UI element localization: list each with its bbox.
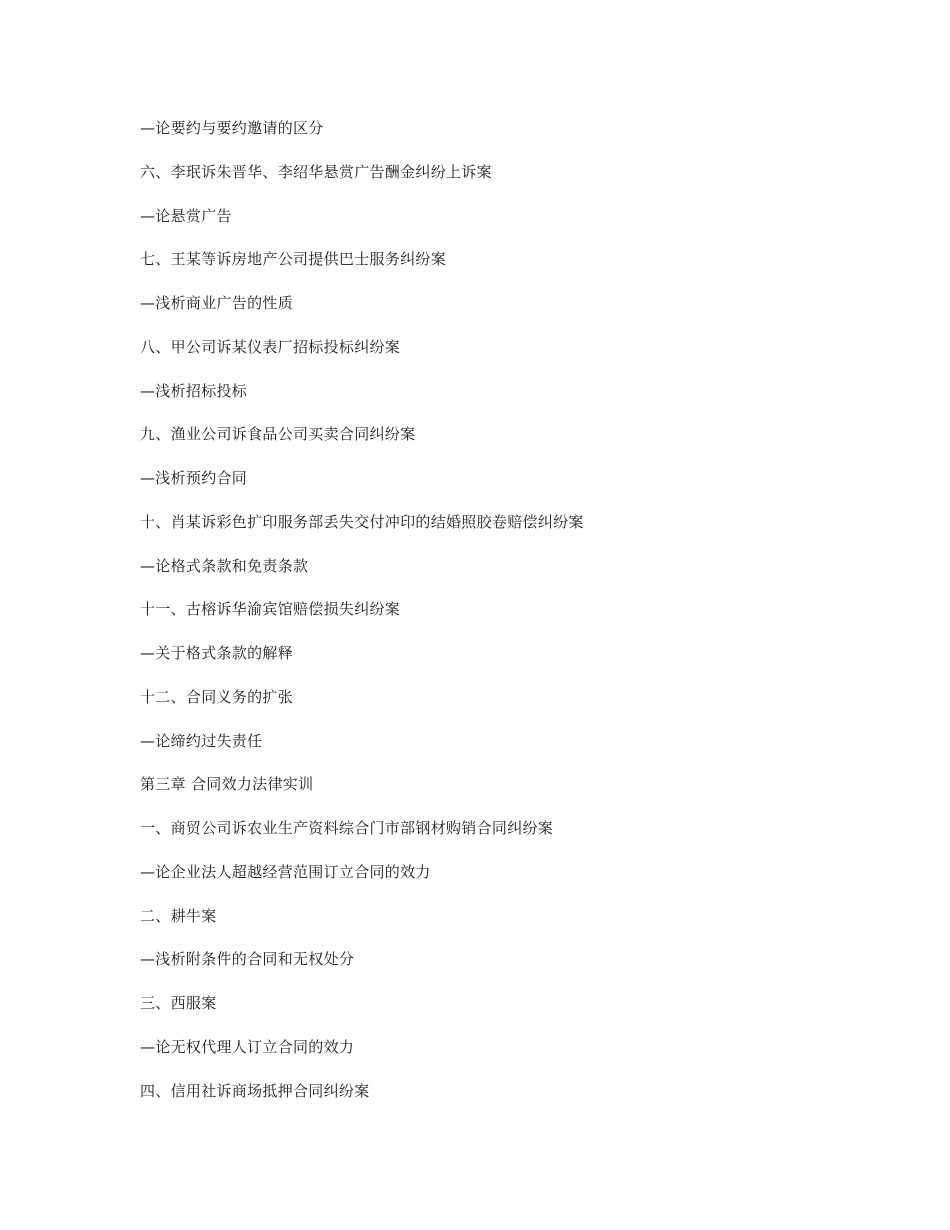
toc-case-title: 二、耕牛案 bbox=[140, 906, 217, 925]
toc-subtitle: —浅析附条件的合同和无权处分 bbox=[140, 950, 355, 969]
toc-case-title: 十二、合同义务的扩张 bbox=[140, 687, 294, 706]
toc-chapter-heading: 第三章 合同效力法律实训 bbox=[140, 775, 314, 794]
toc-subtitle: —论缔约过失责任 bbox=[140, 731, 263, 750]
toc-subtitle: —论悬赏广告 bbox=[140, 206, 232, 225]
toc-case-title: 十、肖某诉彩色扩印服务部丢失交付冲印的结婚照胶卷赔偿纠纷案 bbox=[140, 512, 584, 531]
toc-case-title: 六、李珉诉朱晋华、李绍华悬赏广告酬金纠纷上诉案 bbox=[140, 162, 492, 181]
toc-subtitle: —浅析预约合同 bbox=[140, 469, 248, 487]
toc-subtitle: —论要约与要约邀请的区分 bbox=[140, 119, 324, 137]
toc-subtitle: —论无权代理人订立合同的效力 bbox=[140, 1037, 355, 1056]
toc-case-title: 九、渔业公司诉食品公司买卖合同纠纷案 bbox=[140, 425, 416, 444]
toc-subtitle: —浅析招标投标 bbox=[140, 381, 248, 400]
toc-case-title: 一、商贸公司诉农业生产资料综合门市部钢材购销合同纠纷案 bbox=[140, 819, 554, 837]
toc-case-title: 四、信用社诉商场抵押合同纠纷案 bbox=[140, 1081, 370, 1100]
toc-case-title: 十一、古榕诉华渝宾馆赔偿损失纠纷案 bbox=[140, 600, 401, 619]
toc-case-title: 七、王某等诉房地产公司提供巴士服务纠纷案 bbox=[140, 250, 447, 269]
toc-subtitle: —关于格式条款的解释 bbox=[140, 644, 294, 662]
toc-case-title: 八、甲公司诉某仪表厂招标投标纠纷案 bbox=[140, 337, 401, 356]
table-of-contents bbox=[140, 116, 880, 1122]
toc-case-title: 三、西服案 bbox=[140, 994, 217, 1012]
toc-subtitle: —论格式条款和免责条款 bbox=[140, 556, 309, 575]
toc-subtitle: —浅析商业广告的性质 bbox=[140, 294, 294, 312]
toc-subtitle: —论企业法人超越经营范围订立合同的效力 bbox=[140, 862, 431, 881]
